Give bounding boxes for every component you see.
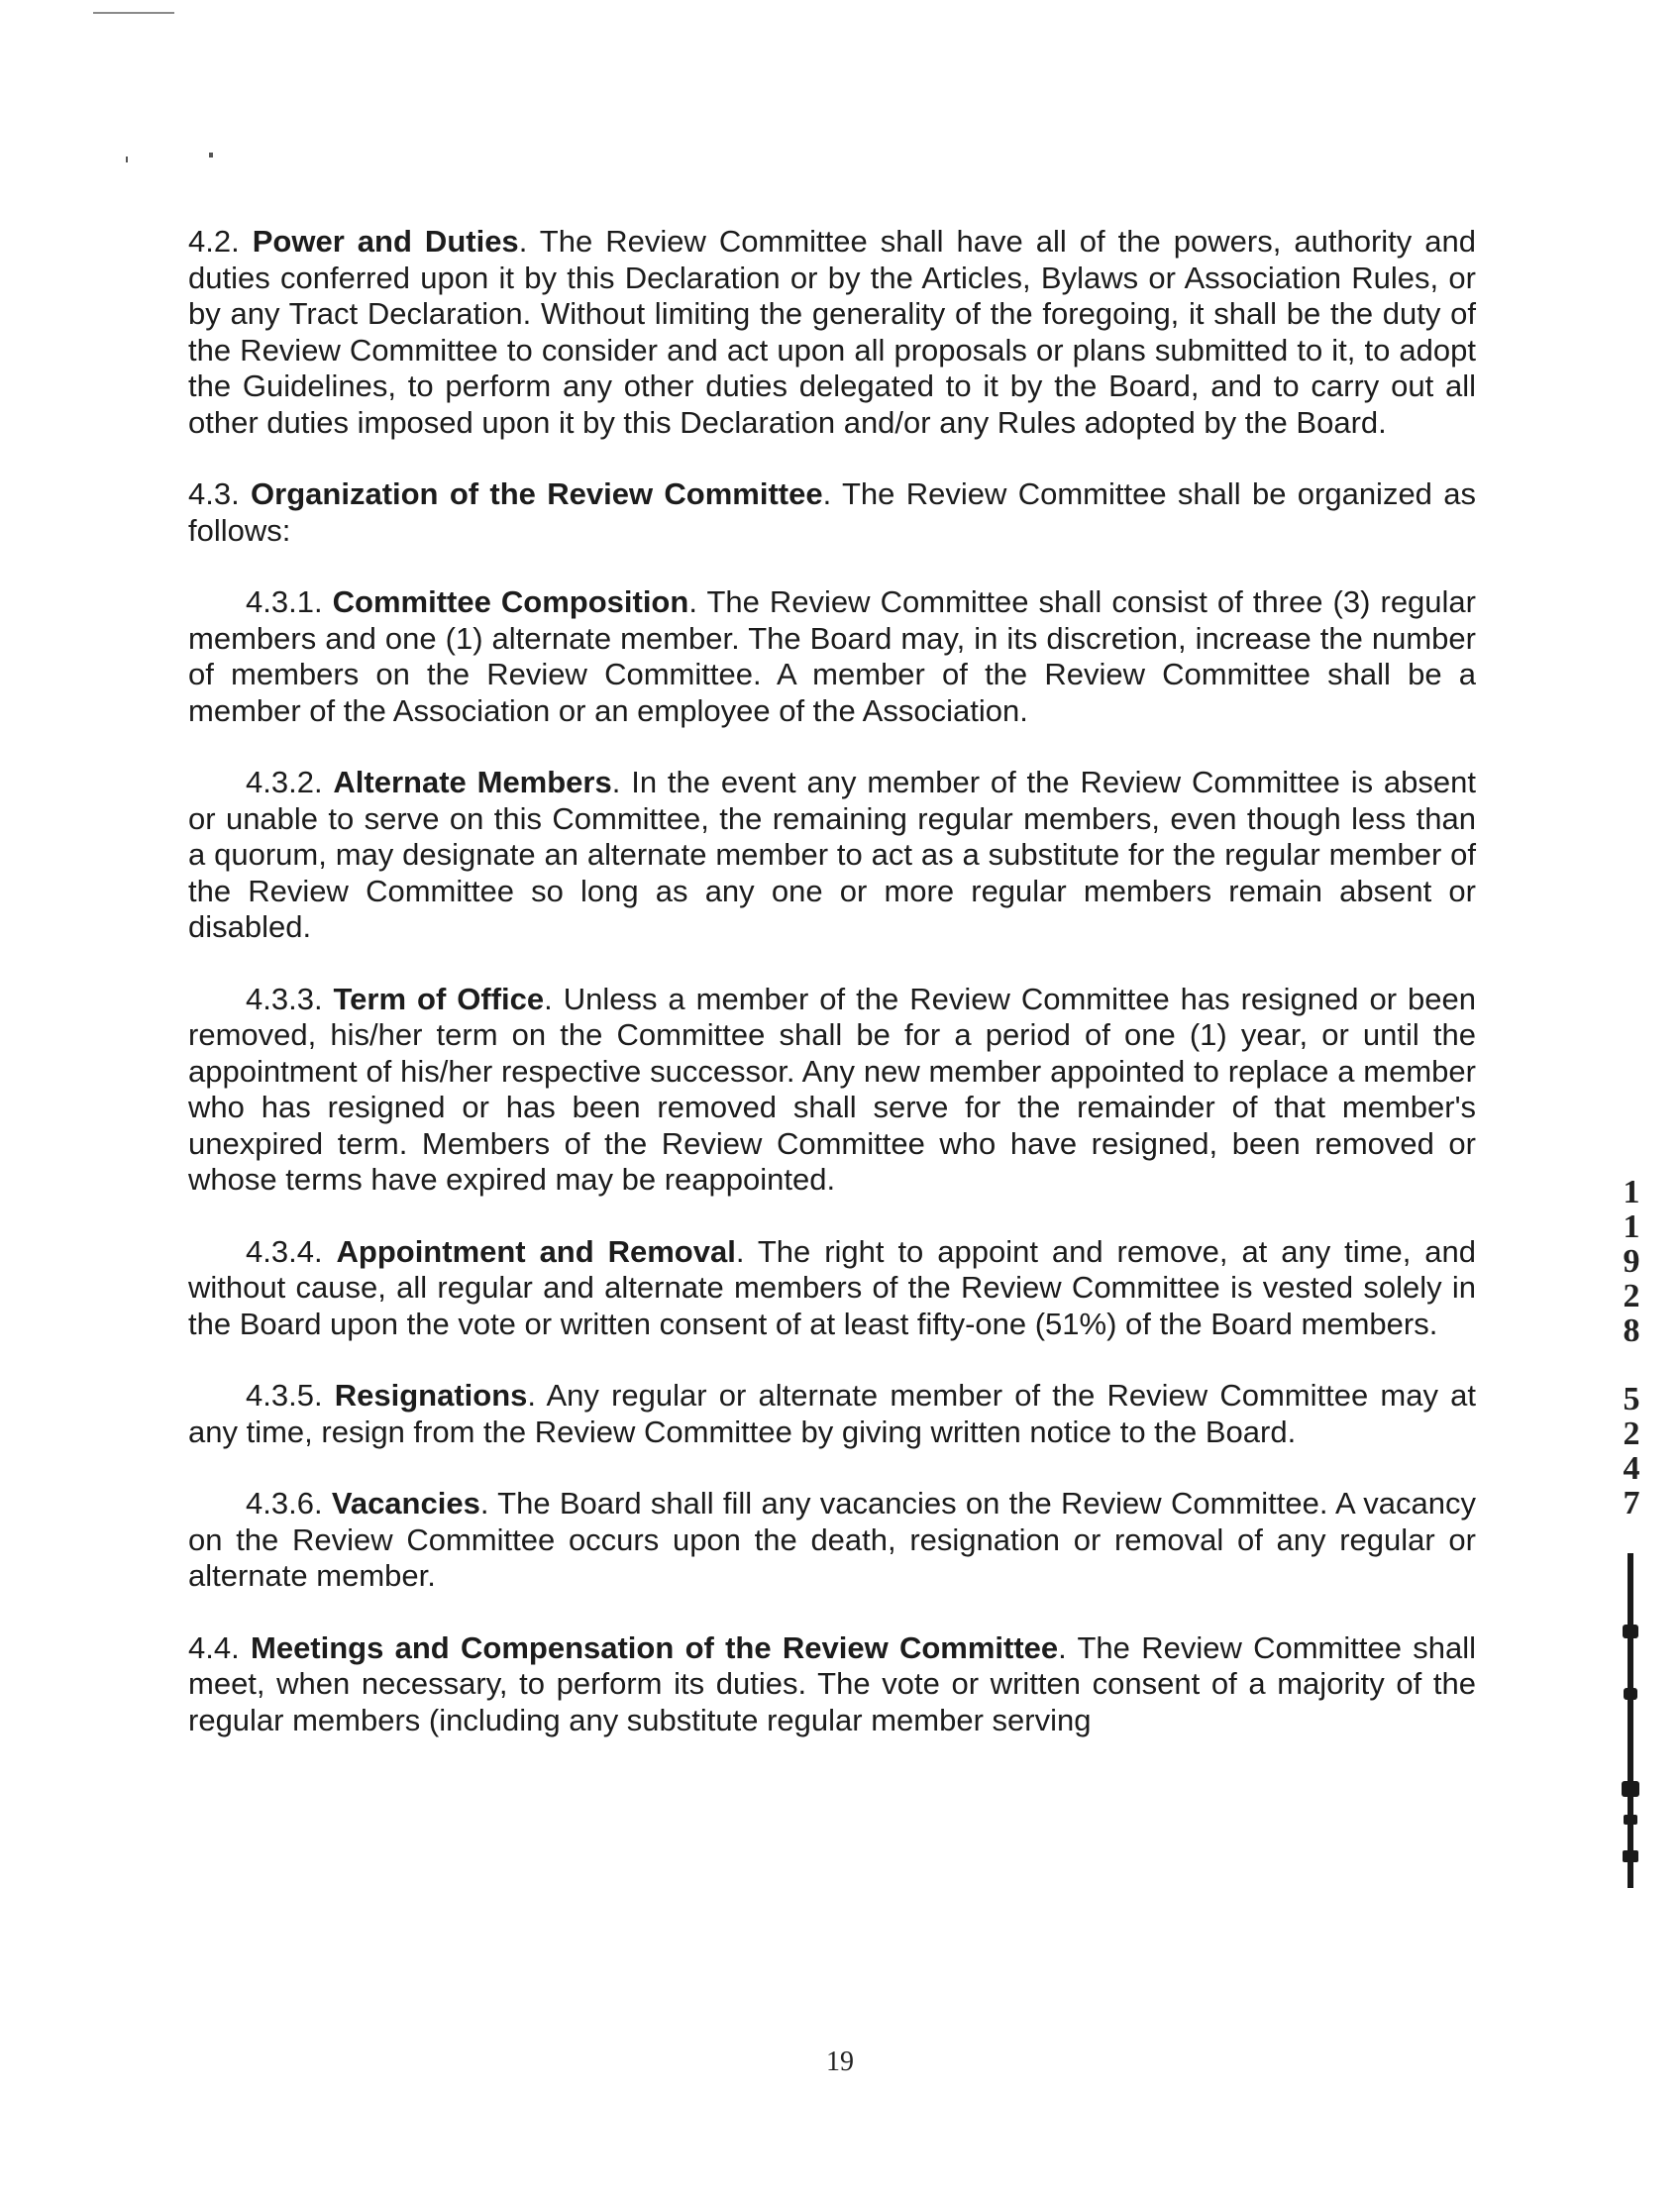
section-4-4: 4.4. Meetings and Compensation of the Review Committee. The Review Committee shall meet, when necessary, to perform its duties. The vote or written consent of a majority of the regular members (including any substitute regular member serving [188,1629,1476,1737]
section-heading: Appointment and Removal [336,1233,736,1269]
section-heading: Term of Office [333,981,545,1016]
stamp-digit: 2 [1623,1416,1640,1452]
margin-barcode-mark [1619,1553,1642,1888]
section-number: 4.3.5. [246,1378,323,1413]
document-body [188,224,1476,1774]
section-4-3: 4.3. Organization of the Review Committee. The Review Committee shall be organized as follows: [188,476,1476,548]
top-rule [93,12,174,14]
section-body: The Review Committee shall consist of three (3) regular members and one (1) alternate member. The Board may, in its discretion, increase the number of members on the Review Committee. A member of the Review Committee shall be a member of the Association or an employee of the Association. [188,584,1476,728]
section-heading: Power and Duties [252,224,519,259]
section-number: 4.3.3. [246,981,323,1016]
section-heading: Meetings and Compensation of the Review Committee [251,1629,1059,1665]
section-body: The Board shall fill any vacancies on the Review Committee. A vacancy on the Review Committee occurs upon the death, resignation or removal of any regular or alternate member. [188,1486,1476,1593]
stamp-digit: 1 [1623,1208,1640,1245]
stamp-gap [1611,1348,1652,1382]
section-heading: Organization of the Review Committee [251,476,823,511]
section-body: The Review Committee shall be organized as follows: [188,476,1476,548]
section-4-3-2: 4.3.2. Alternate Members. In the event any member of the Review Committee is absent or unable to serve on this Committee, the remaining regular members, even though less than a quorum, may designate an alternate member to act as a substitute for the regular member of the Review Committee so long as any one or more regular members remain absent or disabled. [188,765,1476,944]
section-number: 4.4. [188,1629,240,1665]
recording-number-stamp [1611,1175,1652,1521]
stamp-digit: 1 [1623,1174,1640,1210]
section-body: The Review Committee shall have all of the powers, authority and duties conferred upon it by this Declaration or by the Articles, Bylaws or Association Rules, or by any Tract Declaration. Without limiting the generality of the foregoing, it shall be the duty of the Review Committee to consider and act upon all proposals or plans submitted to it, to adopt the Guidelines, to perform any other duties delegated to it by the Board, and to carry out all other duties imposed upon it by this Declaration and/or any Rules adopted by the Board. [188,224,1477,440]
stamp-digit: 5 [1623,1381,1640,1417]
stamp-digit: 9 [1623,1243,1640,1280]
section-4-3-6: 4.3.6. Vacancies. The Board shall fill any vacancies on the Review Committee. A vacancy on the Review Committee occurs upon the death, resignation or removal of any regular or alternate member. [188,1486,1476,1593]
stamp-digit: 4 [1623,1450,1640,1487]
section-body: Unless a member of the Review Committee has resigned or been removed, his/her term on the Committee shall be for a period of one (1) year, or until the appointment of his/her respective successor. Any new member appointed to replace a member who has resigned or has been removed shall serve for the remainder of that member's unexpired term. Members of the Review Committee who have resigned, been removed or whose terms have expired may be reappointed. [188,981,1476,1197]
section-number: 4.3. [188,476,240,511]
section-number: 4.3.4. [246,1233,323,1269]
section-heading: Vacancies [331,1486,480,1521]
section-body: Any regular or alternate member of the Review Committee may at any time, resign from the Review Committee by giving written notice to the Board. [188,1378,1476,1449]
section-body: The Review Committee shall meet, when necessary, to perform its duties. The vote or written consent of a majority of the regular members (including any substitute regular member serving [188,1629,1476,1737]
section-number: 4.3.1. [246,584,323,619]
section-4-3-1: 4.3.1. Committee Composition. The Review Committee shall consist of three (3) regular members and one (1) alternate member. The Board may, in its discretion, increase the number of members on the Review Committee. A member of the Review Committee shall be a member of the Association or an employee of the Association. [188,584,1476,728]
section-number: 4.3.6. [246,1486,323,1521]
section-heading: Alternate Members [333,765,612,799]
section-number: 4.2. [188,224,240,259]
scan-speck [209,153,213,157]
stamp-digit: 2 [1623,1278,1640,1314]
stamp-digit: 8 [1623,1312,1640,1349]
section-number: 4.3.2. [246,765,323,799]
section-heading: Resignations [334,1378,528,1413]
section-4-3-3: 4.3.3. Term of Office. Unless a member of the Review Committee has resigned or been removed, his/her term on the Committee shall be for a period of one (1) year, or until the appointment of his/her respective successor. Any new member appointed to replace a member who has resigned or has been removed shall serve for the remainder of that member's unexpired term. Members of the Review Committee who have resigned, been removed or whose terms have expired may be reappointed. [188,981,1476,1197]
scan-speck [126,157,128,162]
section-body: In the event any member of the Review Committee is absent or unable to serve on this Committee, the remaining regular members, even though less than a quorum, may designate an alternate member to act as a substitute for the regular member of the Review Committee so long as any one or more regular members remain absent or disabled. [188,765,1476,944]
section-4-3-5: 4.3.5. Resignations. Any regular or alternate member of the Review Committee may at any time, resign from the Review Committee by giving written notice to the Board. [188,1378,1476,1449]
section-body: The right to appoint and remove, at any time, and without cause, all regular and alternate members of the Review Committee is vested solely in the Board upon the vote or written consent of at least fifty-one (51%) of the Board members. [188,1233,1476,1341]
page-number: 19 [826,2046,854,2077]
section-4-3-4: 4.3.4. Appointment and Removal. The right to appoint and remove, at any time, and without cause, all regular and alternate members of the Review Committee is vested solely in the Board upon the vote or written consent of at least fifty-one (51%) of the Board members. [188,1233,1476,1341]
stamp-digit: 7 [1623,1485,1640,1521]
section-4-2: 4.2. Power and Duties. The Review Committee shall have all of the powers, authority and duties conferred upon it by this Declaration or by the Articles, Bylaws or Association Rules, or by any Tract Declaration. Without limiting the generality of the foregoing, it shall be the duty of the Review Committee to consider and act upon all proposals or plans submitted to it, to adopt the Guidelines, to perform any other duties delegated to it by the Board, and to carry out all other duties imposed upon it by this Declaration and/or any Rules adopted by the Board. [188,224,1477,440]
section-heading: Committee Composition [332,584,689,619]
